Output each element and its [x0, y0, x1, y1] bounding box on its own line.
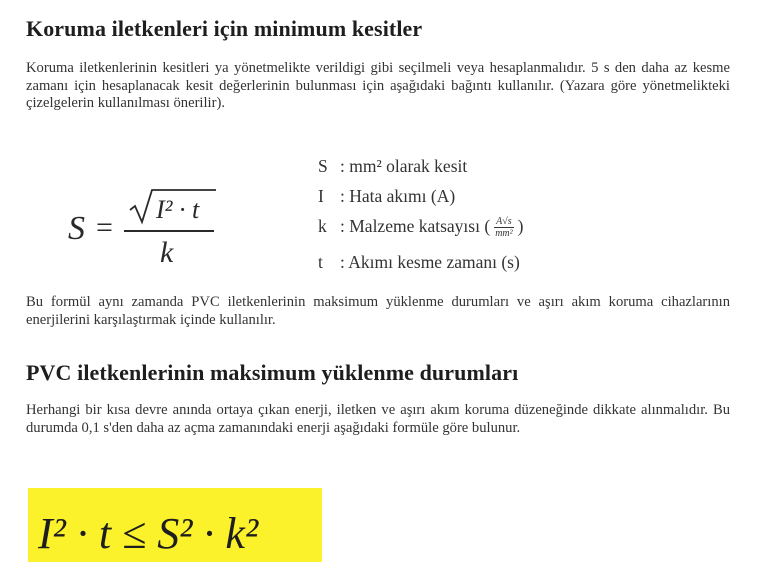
- short-circuit-paragraph: Herhangi bir kısa devre anında ortaya çıkan enerji, iletken ve aşırı akım koruma düzeneğinde dikkate alınmalıdır. Bu durumda 0,1 s'den daha az açma zamanındaki enerji aşağıdaki formüle göre bulunur.: [26, 402, 730, 436]
- unit-fraction: $\frac{A√s}{\text{mm²}}$: [495, 216, 513, 240]
- section-title-minimum-cross-sections: Koruma iletkenleri için minimum kesitler: [26, 16, 423, 41]
- definition-k: k : Malzeme katsayısı ( $\frac{A√s}{\text{mm²}}$ ): [318, 216, 524, 240]
- energy-formula-text: I² · t ≤ S² · k²: [38, 509, 259, 558]
- formula-denominator: k: [160, 236, 174, 269]
- formula-equals: =: [96, 211, 113, 244]
- definition-S: S : mm² olarak kesit: [318, 156, 468, 176]
- definition-I: I : Hata akımı (A): [318, 186, 456, 206]
- definition-t: t : Akımı kesme zamanı (s): [318, 252, 520, 272]
- comparison-paragraph: Bu formül aynı zamanda PVC iletkenlerinin maksimum yüklenme durumları ve aşırı akım koruma cihazlarının enerjilerini karşılaştırmak içinde kullanılır.: [26, 294, 730, 328]
- cross-section-formula: [60, 186, 230, 276]
- section-title-pvc-loading: PVC iletkenlerinin maksimum yüklenme durumları: [26, 360, 519, 385]
- fraction-bar: [124, 230, 214, 232]
- intro-paragraph: Koruma iletkenlerinin kesitleri ya yönetmelikte verildigi gibi seçilmeli veya hesaplanmalıdır. 5 s den daha az kesme zamanı için hesaplanacak kesit değerlerinin bulunması için aşağıdaki bağıntı kullanılır. (Yazara göre yönetmelikteki çizelgelerin kullanılması önerilir).: [26, 60, 730, 111]
- highlighted-energy-formula: [28, 488, 322, 562]
- numerator-text: I² · t: [156, 195, 200, 224]
- formula-lhs: S: [68, 210, 85, 247]
- sqrt-numerator: [128, 186, 218, 226]
- energy-formula: [28, 488, 322, 562]
